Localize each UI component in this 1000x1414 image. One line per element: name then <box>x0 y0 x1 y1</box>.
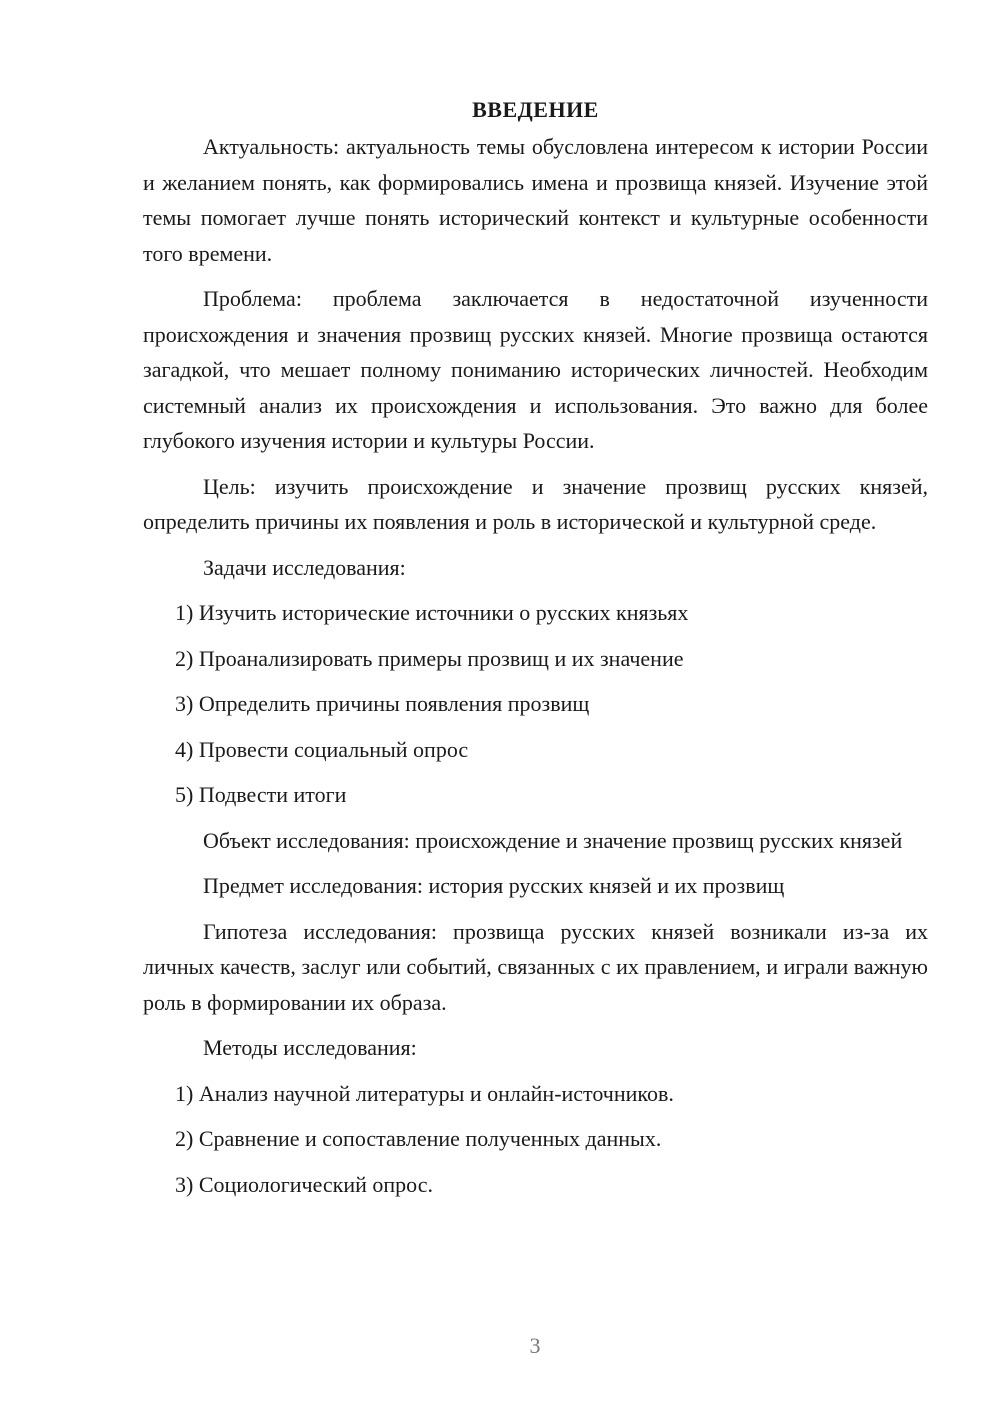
hypothesis-paragraph: Гипотеза исследования: прозвища русских князей возникали из-за их личных качеств, заслуг или событий, связанных с их правлением, и играли важную роль в формировании их образа. <box>143 918 928 1015</box>
method-item: 1) Анализ научной литературы и онлайн-источников. <box>175 1080 674 1106</box>
document-page <box>143 92 928 1212</box>
section-title: ВВЕДЕНИЕ <box>472 97 599 122</box>
goal-paragraph: Цель: изучить происхождение и значение прозвищ русских князей, определить причины их появления и роль в исторической и культурной среде. <box>143 473 928 534</box>
task-item: 5) Подвести итоги <box>175 782 347 807</box>
subject-paragraph: Предмет исследования: история русских князей и их прозвищ <box>203 873 785 898</box>
task-item: 3) Определить причины появления прозвищ <box>175 691 590 716</box>
object-paragraph: Объект исследования: происхождение и значение прозвищ русских князей <box>203 827 903 853</box>
methods-heading: Методы исследования: <box>203 1035 417 1060</box>
task-item: 4) Провести социальный опрос <box>175 736 469 762</box>
method-item: 3) Социологический опрос. <box>175 1171 433 1197</box>
task-item: 2) Проанализировать примеры прозвищ и их значение <box>175 645 684 671</box>
task-item: 1) Изучить исторические источники о русских князьях <box>175 600 689 625</box>
page-number: 3 <box>529 1333 541 1358</box>
relevance-paragraph: Актуальность: актуальность темы обусловлена интересом к истории России и желанием понять, как формировались имена и прозвища князей. Изучение этой темы помогает лучше понять исторический контекст и культурные особенности того времени. <box>143 134 928 266</box>
problem-paragraph: Проблема: проблема заключается в недостаточной изученности происхождения и значения прозвищ русских князей. Многие прозвища остаются загадкой, что мешает полному пониманию исторических личностей. Необходим системный анализ их происхождения и использования. Это важно для более глубокого изучения истории и культуры России. <box>143 286 928 453</box>
method-item: 2) Сравнение и сопоставление полученных данных. <box>175 1126 662 1151</box>
tasks-heading: Задачи исследования: <box>203 554 406 580</box>
